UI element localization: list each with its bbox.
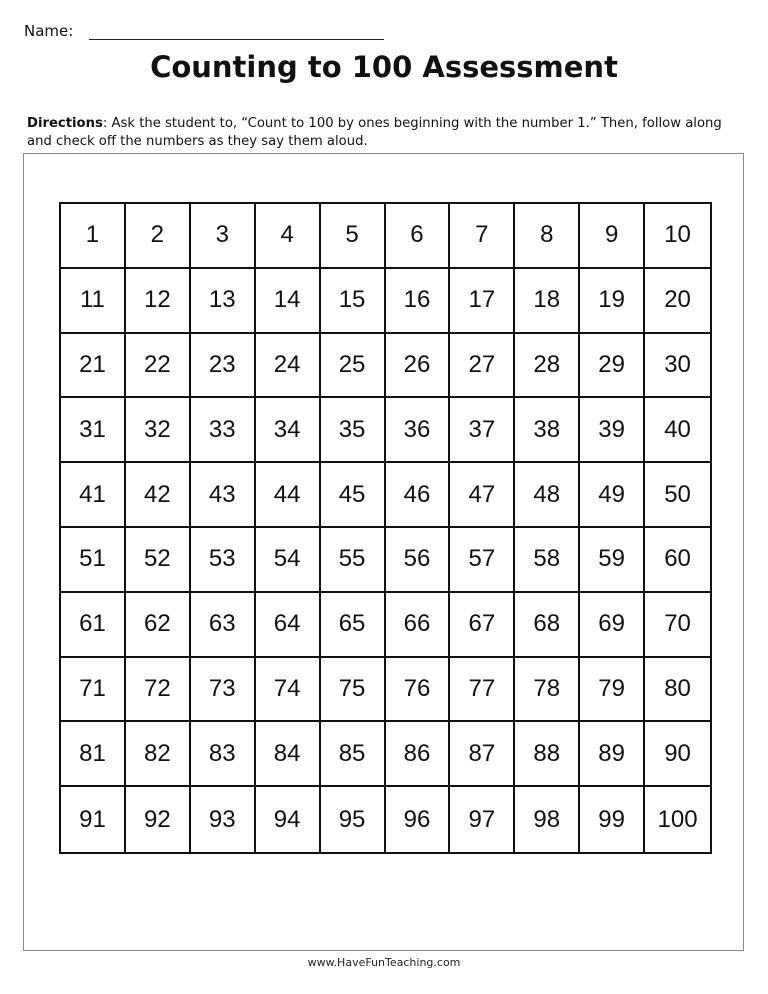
grid-cell-76[interactable]: 76 <box>386 658 451 723</box>
grid-cell-66[interactable]: 66 <box>386 593 451 658</box>
grid-cell-49[interactable]: 49 <box>580 463 645 528</box>
grid-cell-58[interactable]: 58 <box>515 528 580 593</box>
grid-cell-2[interactable]: 2 <box>126 204 191 269</box>
grid-cell-67[interactable]: 67 <box>450 593 515 658</box>
grid-cell-13[interactable]: 13 <box>191 269 256 334</box>
grid-cell-80[interactable]: 80 <box>645 658 710 723</box>
grid-cell-23[interactable]: 23 <box>191 334 256 399</box>
hundreds-grid <box>59 202 712 854</box>
grid-cell-84[interactable]: 84 <box>256 722 321 787</box>
grid-cell-4[interactable]: 4 <box>256 204 321 269</box>
grid-cell-12[interactable]: 12 <box>126 269 191 334</box>
grid-cell-7[interactable]: 7 <box>450 204 515 269</box>
grid-cell-24[interactable]: 24 <box>256 334 321 399</box>
grid-cell-15[interactable]: 15 <box>321 269 386 334</box>
grid-cell-52[interactable]: 52 <box>126 528 191 593</box>
grid-cell-42[interactable]: 42 <box>126 463 191 528</box>
grid-cell-28[interactable]: 28 <box>515 334 580 399</box>
grid-cell-6[interactable]: 6 <box>386 204 451 269</box>
grid-cell-48[interactable]: 48 <box>515 463 580 528</box>
grid-cell-16[interactable]: 16 <box>386 269 451 334</box>
grid-cell-85[interactable]: 85 <box>321 722 386 787</box>
grid-cell-57[interactable]: 57 <box>450 528 515 593</box>
grid-cell-94[interactable]: 94 <box>256 787 321 852</box>
grid-cell-100[interactable]: 100 <box>657 805 698 833</box>
grid-cell-35[interactable]: 35 <box>321 398 386 463</box>
grid-cell-81[interactable]: 81 <box>61 722 126 787</box>
grid-cell-55[interactable]: 55 <box>321 528 386 593</box>
grid-cell-63[interactable]: 63 <box>191 593 256 658</box>
grid-cell-61[interactable]: 61 <box>61 593 126 658</box>
page-title: Counting to 100 Assessment <box>150 50 618 84</box>
grid-cell-53[interactable]: 53 <box>191 528 256 593</box>
grid-cell-98[interactable]: 98 <box>515 787 580 852</box>
grid-cell-79[interactable]: 79 <box>580 658 645 723</box>
grid-cell-73[interactable]: 73 <box>191 658 256 723</box>
grid-cell-26[interactable]: 26 <box>386 334 451 399</box>
grid-cell-72[interactable]: 72 <box>126 658 191 723</box>
grid-cell-77[interactable]: 77 <box>450 658 515 723</box>
grid-cell-51[interactable]: 51 <box>61 528 126 593</box>
grid-cell-74[interactable]: 74 <box>256 658 321 723</box>
grid-cell-46[interactable]: 46 <box>386 463 451 528</box>
grid-cell-54[interactable]: 54 <box>256 528 321 593</box>
grid-cell-34[interactable]: 34 <box>256 398 321 463</box>
directions-text: : Ask the student to, “Count to 100 by ones beginning with the number 1.” Then, follow along and check off the numbers as they say them aloud. <box>27 116 722 149</box>
grid-cell-88[interactable]: 88 <box>515 722 580 787</box>
grid-cell-5[interactable]: 5 <box>321 204 386 269</box>
grid-cell-95[interactable]: 95 <box>321 787 386 852</box>
grid-cell-18[interactable]: 18 <box>515 269 580 334</box>
directions-label: Directions <box>27 116 103 131</box>
grid-cell-65[interactable]: 65 <box>321 593 386 658</box>
grid-cell-60[interactable]: 60 <box>645 528 710 593</box>
grid-cell-10[interactable]: 10 <box>645 204 710 269</box>
grid-cell-70[interactable]: 70 <box>645 593 710 658</box>
grid-cell-92[interactable]: 92 <box>126 787 191 852</box>
grid-cell-1[interactable]: 1 <box>61 204 126 269</box>
grid-cell-41[interactable]: 41 <box>61 463 126 528</box>
grid-cell-44[interactable]: 44 <box>256 463 321 528</box>
grid-cell-47[interactable]: 47 <box>450 463 515 528</box>
footer-website: www.HaveFunTeaching.com <box>307 956 461 969</box>
grid-cell-36[interactable]: 36 <box>386 398 451 463</box>
name-row <box>24 22 384 40</box>
name-label: Name: <box>24 22 74 40</box>
directions <box>27 115 747 151</box>
grid-cell-8[interactable]: 8 <box>515 204 580 269</box>
grid-cell-31[interactable]: 31 <box>61 398 126 463</box>
grid-cell-25[interactable]: 25 <box>321 334 386 399</box>
grid-cell-62[interactable]: 62 <box>126 593 191 658</box>
grid-cell-30[interactable]: 30 <box>645 334 710 399</box>
grid-cell-82[interactable]: 82 <box>126 722 191 787</box>
grid-cell-93[interactable]: 93 <box>191 787 256 852</box>
grid-cell-43[interactable]: 43 <box>191 463 256 528</box>
name-line[interactable] <box>89 27 384 40</box>
grid-cell-29[interactable]: 29 <box>580 334 645 399</box>
grid-cell-89[interactable]: 89 <box>580 722 645 787</box>
grid-cell-33[interactable]: 33 <box>191 398 256 463</box>
grid-cell-20[interactable]: 20 <box>645 269 710 334</box>
grid-cell-78[interactable]: 78 <box>515 658 580 723</box>
grid-cell-3[interactable]: 3 <box>191 204 256 269</box>
grid-cell-75[interactable]: 75 <box>321 658 386 723</box>
grid-cell-86[interactable]: 86 <box>386 722 451 787</box>
grid-cell-59[interactable]: 59 <box>580 528 645 593</box>
grid-cell-32[interactable]: 32 <box>126 398 191 463</box>
grid-cell-83[interactable]: 83 <box>191 722 256 787</box>
grid-cell-9[interactable]: 9 <box>580 204 645 269</box>
grid-cell-39[interactable]: 39 <box>580 398 645 463</box>
grid-cell-96[interactable]: 96 <box>386 787 451 852</box>
grid-cell-97[interactable]: 97 <box>450 787 515 852</box>
grid-cell-56[interactable]: 56 <box>386 528 451 593</box>
grid-cell-64[interactable]: 64 <box>256 593 321 658</box>
grid-cell-71[interactable]: 71 <box>61 658 126 723</box>
grid-cell-27[interactable]: 27 <box>450 334 515 399</box>
grid-cell-21[interactable]: 21 <box>61 334 126 399</box>
grid-cell-69[interactable]: 69 <box>580 593 645 658</box>
grid-cell-45[interactable]: 45 <box>321 463 386 528</box>
grid-cell-38[interactable]: 38 <box>515 398 580 463</box>
grid-cell-91[interactable]: 91 <box>61 787 126 852</box>
grid-cell-87[interactable]: 87 <box>450 722 515 787</box>
grid-cell-99[interactable]: 99 <box>580 787 645 852</box>
grid-cell-37[interactable]: 37 <box>450 398 515 463</box>
grid-cell-90[interactable]: 90 <box>645 722 710 787</box>
grid-cell-19[interactable]: 19 <box>580 269 645 334</box>
grid-cell-11[interactable]: 11 <box>61 269 126 334</box>
grid-cell-40[interactable]: 40 <box>645 398 710 463</box>
grid-cell-68[interactable]: 68 <box>515 593 580 658</box>
grid-cell-17[interactable]: 17 <box>450 269 515 334</box>
grid-cell-22[interactable]: 22 <box>126 334 191 399</box>
grid-cell-14[interactable]: 14 <box>256 269 321 334</box>
grid-cell-50[interactable]: 50 <box>645 463 710 528</box>
